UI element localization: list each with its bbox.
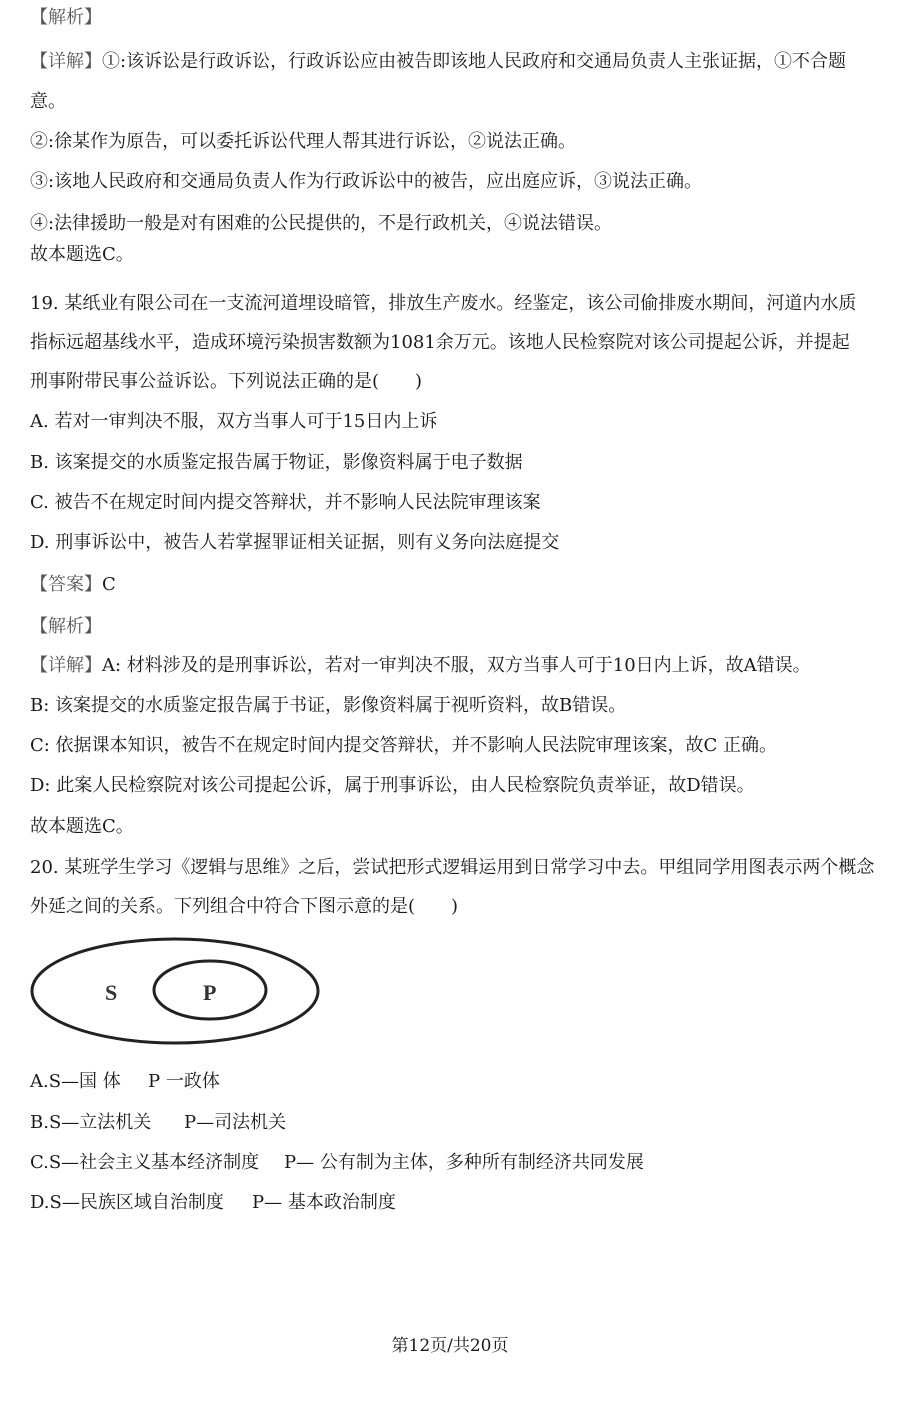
q19-option-c: C. 被告不在规定时间内提交答辩状，并不影响人民法院审理该案 <box>30 492 541 513</box>
q20-option-d-p: P— 基本政治制度 <box>252 1192 396 1213</box>
q19-answer <box>30 573 116 597</box>
q19-stem-line-1: 19. 某纸业有限公司在一支流河道埋设暗管，排放生产废水。经鉴定，该公司偷排废水期间，河道内水质 <box>30 293 857 314</box>
q20-option-c-s: C.S—社会主义基本经济制度 <box>30 1152 260 1173</box>
q19-detail-line-2: B: 该案提交的水质鉴定报告属于书证，影像资料属于视听资料，故B错误。 <box>30 695 627 716</box>
prev-detail-text-1a: ①:该诉讼是行政诉讼，行政诉讼应由被告即该地人民政府和交通局负责人主张证据，①不合题 <box>102 51 847 72</box>
prev-detail-line-2: ②:徐某作为原告，可以委托诉讼代理人帮其进行诉讼，②说法正确。 <box>30 131 577 152</box>
q19-option-a: A. 若对一审判决不服，双方当事人可于15日内上诉 <box>30 411 438 432</box>
prev-detail-line-1b: 意。 <box>30 91 66 112</box>
q19-detail-line-3: C: 依据课本知识，被告不在规定时间内提交答辩状，并不影响人民法院审理该案，故C 正确。 <box>30 735 778 756</box>
page-footer: 第12页/共20页 <box>391 1336 509 1356</box>
q20-option-a-s: A.S—国 体 <box>30 1071 121 1092</box>
q20-option-c-p: P— 公有制为主体，多种所有制经济共同发展 <box>284 1152 644 1173</box>
q19-option-b: B. 该案提交的水质鉴定报告属于物证，影像资料属于电子数据 <box>30 452 523 473</box>
q20-option-b <box>30 1111 286 1135</box>
q20-option-c <box>30 1151 644 1175</box>
q20-option-d-s: D.S—民族区域自治制度 <box>30 1192 224 1213</box>
prev-detail-line-3: ③:该地人民政府和交通局负责人作为行政诉讼中的被告，应出庭应诉，③说法正确。 <box>30 171 703 192</box>
prev-detail-tag: 【详解】 <box>30 51 102 72</box>
prev-analysis-tag: 【解析】 <box>30 7 102 28</box>
outer-ellipse-s <box>32 939 318 1043</box>
q19-detail-text-1: A: 材料涉及的是刑事诉讼，若对一审判决不服，双方当事人可于10日内上诉，故A错误。 <box>102 655 811 676</box>
q20-option-a-p: P 一政体 <box>148 1071 220 1092</box>
venn-diagram <box>30 937 330 1052</box>
prev-detail-line-1a <box>30 50 846 74</box>
q20-option-d <box>30 1191 396 1215</box>
q20-stem-line-1: 20. 某班学生学习《逻辑与思维》之后，尝试把形式逻辑运用到日常学习中去。甲组同学用图表示两个概念 <box>30 857 875 878</box>
label-s: S <box>105 980 118 1005</box>
q19-conclusion: 故本题选C。 <box>30 816 134 837</box>
q19-answer-tag: 【答案】 <box>30 574 102 595</box>
q19-option-d: D. 刑事诉讼中，被告人若掌握罪证相关证据，则有义务向法庭提交 <box>30 532 560 553</box>
q19-analysis-tag: 【解析】 <box>30 616 102 637</box>
q20-option-b-s: B.S—立法机关 <box>30 1112 152 1133</box>
q19-detail-line-1 <box>30 654 811 678</box>
q19-answer-value: C <box>102 574 116 595</box>
q19-detail-line-4: D: 此案人民检察院对该公司提起公诉，属于刑事诉讼，由人民检察院负责举证，故D错误。 <box>30 775 755 796</box>
q19-stem-line-3: 刑事附带民事公益诉讼。下列说法正确的是( ) <box>30 371 423 392</box>
q20-stem-line-2: 外延之间的关系。下列组合中符合下图示意的是( ) <box>30 896 459 917</box>
prev-conclusion: 故本题选C。 <box>30 244 134 265</box>
label-p: P <box>203 980 217 1005</box>
q20-option-b-p: P—司法机关 <box>184 1112 287 1133</box>
q19-detail-tag: 【详解】 <box>30 655 102 676</box>
q19-stem-line-2: 指标远超基线水平，造成环境污染损害数额为1081余万元。该地人民检察院对该公司提起公诉，并提起 <box>30 332 850 353</box>
prev-detail-line-4: ④:法律援助一般是对有困难的公民提供的，不是行政机关，④说法错误。 <box>30 213 613 234</box>
q20-option-a <box>30 1070 220 1094</box>
